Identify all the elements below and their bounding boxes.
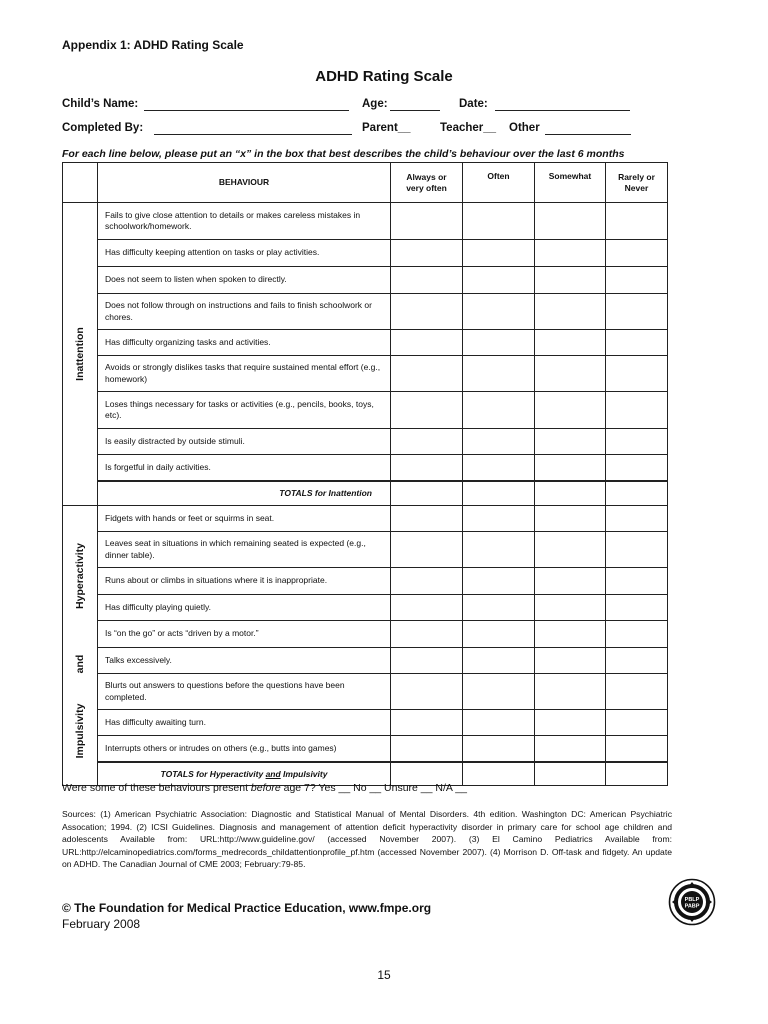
- table-row: [63, 240, 668, 267]
- often-checkbox[interactable]: [463, 621, 535, 648]
- age-field[interactable]: [390, 110, 440, 111]
- and-label: and: [74, 654, 86, 673]
- somewhat-checkbox[interactable]: [535, 294, 606, 330]
- behaviour-item: Has difficulty keeping attention on tasks or play activities.: [98, 240, 391, 267]
- rarely-checkbox[interactable]: [606, 674, 668, 710]
- page-number: 15: [377, 968, 391, 982]
- behaviour-item: Runs about or climbs in situations where it is inappropriate.: [98, 568, 391, 595]
- table-row: [63, 568, 668, 595]
- always-header: [391, 163, 463, 203]
- table-row: [63, 674, 668, 710]
- table-row: [63, 506, 668, 532]
- rarely-checkbox[interactable]: [606, 568, 668, 595]
- publication-date: February 2008: [62, 917, 141, 931]
- often-checkbox[interactable]: [463, 710, 535, 736]
- often-checkbox[interactable]: [463, 595, 535, 621]
- rarely-checkbox[interactable]: [606, 648, 668, 674]
- rarely-checkbox[interactable]: [606, 710, 668, 736]
- rarely-checkbox[interactable]: [606, 267, 668, 294]
- behaviour-item: Is easily distracted by outside stimuli.: [98, 429, 391, 455]
- always-checkbox[interactable]: [391, 568, 463, 595]
- rarely-checkbox[interactable]: [606, 294, 668, 330]
- date-label: Date:: [459, 98, 488, 110]
- always-checkbox[interactable]: [391, 392, 463, 429]
- rarely-checkbox[interactable]: [606, 532, 668, 568]
- behaviour-item: Does not seem to listen when spoken to directly.: [98, 267, 391, 294]
- often-total-cell[interactable]: [463, 762, 535, 786]
- table-row: [63, 429, 668, 455]
- rarely-checkbox[interactable]: [606, 356, 668, 392]
- behaviour-item: Blurts out answers to questions before the questions have been completed.: [98, 674, 391, 710]
- age-question-prefix: Were some of these behaviours present: [62, 782, 251, 794]
- rarely-checkbox[interactable]: [606, 330, 668, 356]
- often-checkbox[interactable]: [463, 674, 535, 710]
- often-checkbox[interactable]: [463, 356, 535, 392]
- always-checkbox[interactable]: [391, 203, 463, 240]
- table-row: [63, 648, 668, 674]
- totals-hyper-suffix: Impulsivity: [280, 768, 328, 779]
- often-checkbox[interactable]: [463, 736, 535, 762]
- somewhat-checkbox[interactable]: [535, 392, 606, 429]
- always-checkbox[interactable]: [391, 294, 463, 330]
- other-field[interactable]: [545, 134, 631, 135]
- somewhat-checkbox[interactable]: [535, 595, 606, 621]
- age-label: Age:: [362, 98, 388, 110]
- somewhat-checkbox[interactable]: [535, 710, 606, 736]
- rarely-checkbox[interactable]: [606, 240, 668, 267]
- always-checkbox[interactable]: [391, 506, 463, 532]
- somewhat-checkbox[interactable]: [535, 568, 606, 595]
- totals-hyper-and: and: [265, 768, 281, 779]
- always-checkbox[interactable]: [391, 710, 463, 736]
- rarely-checkbox[interactable]: [606, 595, 668, 621]
- table-header-row: [63, 163, 668, 203]
- somewhat-checkbox[interactable]: [535, 674, 606, 710]
- other-label: Other: [509, 122, 540, 134]
- often-total-cell[interactable]: [463, 481, 535, 506]
- header-blank-cell: [63, 163, 98, 203]
- logo-text-top: PBLP: [684, 897, 700, 903]
- behaviour-item: Fidgets with hands or feet or squirms in seat.: [98, 506, 391, 532]
- inattention-label: Inattention: [74, 327, 86, 381]
- totals-hyper-prefix: TOTALS for Hyperactivity: [160, 768, 266, 779]
- totals-row-inattention: [63, 481, 668, 506]
- somewhat-checkbox[interactable]: [535, 330, 606, 356]
- table-row: [63, 392, 668, 429]
- rating-table: [62, 162, 668, 786]
- always-checkbox[interactable]: [391, 356, 463, 392]
- rarely-header-line2: Never: [624, 182, 649, 193]
- somewhat-checkbox[interactable]: [535, 240, 606, 267]
- table-row: [63, 736, 668, 762]
- often-checkbox[interactable]: [463, 330, 535, 356]
- often-checkbox[interactable]: [463, 506, 535, 532]
- always-checkbox[interactable]: [391, 455, 463, 481]
- rarely-checkbox[interactable]: [606, 455, 668, 481]
- rarely-checkbox[interactable]: [606, 203, 668, 240]
- often-checkbox[interactable]: [463, 267, 535, 294]
- age-question: [62, 782, 467, 794]
- rarely-checkbox[interactable]: [606, 392, 668, 429]
- always-checkbox[interactable]: [391, 267, 463, 294]
- somewhat-checkbox[interactable]: [535, 267, 606, 294]
- always-checkbox[interactable]: [391, 648, 463, 674]
- behaviour-item: Fails to give close attention to details or makes careless mistakes in schoolwork/homework.: [98, 203, 391, 240]
- logo-text-bottom: PABP: [684, 903, 700, 910]
- always-checkbox[interactable]: [391, 240, 463, 267]
- page-title: ADHD Rating Scale: [315, 68, 453, 85]
- always-checkbox[interactable]: [391, 532, 463, 568]
- somewhat-total-cell[interactable]: [535, 762, 606, 786]
- often-checkbox[interactable]: [463, 240, 535, 267]
- sources-paragraph: Sources: (1) American Psychiatric Association: Diagnostic and Statistical Manual of Mental Disorders. 4th edition. Washington DC: American Psychiatric Assocation; 1994. (2) ICSI Guidelines. Diagnosis and management of attention deficit hyperactivity disorder in primary care for school age children and adolescents Available from: URL:http://www.guideline.gov/ (accessed November 2007). (3) El Camino Pediatrics Available from: URL:http://elcaminopediatrics.com/forms_medrecords_childattentionprofile_pf.htm (accessed November 2007). (4) Morrison D. Off-task and fidgety. An update on ADHD. The Canadian Journal of CME 2003; February:79-85.: [62, 809, 672, 870]
- hyperactivity-label: Hyperactivity: [74, 542, 86, 609]
- somewhat-checkbox[interactable]: [535, 648, 606, 674]
- somewhat-checkbox[interactable]: [535, 455, 606, 481]
- somewhat-checkbox[interactable]: [535, 356, 606, 392]
- pblp-logo-icon: [668, 878, 716, 926]
- completed-by-field[interactable]: [154, 134, 352, 135]
- somewhat-checkbox[interactable]: [535, 506, 606, 532]
- table-row: [63, 595, 668, 621]
- often-header: Often: [463, 163, 535, 203]
- parent-option[interactable]: Parent__: [362, 122, 411, 134]
- age-question-suffix: age 7? Yes __ No __ Unsure __ N/A __: [280, 782, 467, 794]
- often-checkbox[interactable]: [463, 532, 535, 568]
- behaviour-item: Avoids or strongly dislikes tasks that require sustained mental effort (e.g., homework): [98, 356, 391, 392]
- behaviour-item: Is “on the go” or acts “driven by a motor.”: [98, 621, 391, 648]
- rarely-total-cell[interactable]: [606, 762, 668, 786]
- rarely-total-cell[interactable]: [606, 481, 668, 506]
- somewhat-checkbox[interactable]: [535, 532, 606, 568]
- often-checkbox[interactable]: [463, 203, 535, 240]
- table-row: [63, 203, 668, 240]
- behaviour-item: Loses things necessary for tasks or activities (e.g., pencils, books, toys, etc).: [98, 392, 391, 429]
- always-header-line1: Always or: [406, 171, 447, 182]
- somewhat-checkbox[interactable]: [535, 429, 606, 455]
- often-checkbox[interactable]: [463, 455, 535, 481]
- behaviour-header: BEHAVIOUR: [98, 163, 391, 203]
- behaviour-item: Leaves seat in situations in which remaining seated is expected (e.g., dinner table).: [98, 532, 391, 568]
- table-row: [63, 267, 668, 294]
- rarely-checkbox[interactable]: [606, 506, 668, 532]
- always-header-line2: very often: [406, 182, 447, 193]
- often-checkbox[interactable]: [463, 568, 535, 595]
- always-checkbox[interactable]: [391, 429, 463, 455]
- table-row: [63, 330, 668, 356]
- age-question-before: before: [250, 782, 281, 794]
- table-row: [63, 710, 668, 736]
- always-checkbox[interactable]: [391, 621, 463, 648]
- rarely-header: [606, 163, 668, 203]
- table-row: [63, 294, 668, 330]
- behaviour-item: Does not follow through on instructions and fails to finish schoolwork or chores.: [98, 294, 391, 330]
- childs-name-label: Child’s Name:: [62, 98, 139, 110]
- often-checkbox[interactable]: [463, 429, 535, 455]
- somewhat-header: Somewhat: [535, 163, 606, 203]
- instructions: For each line below, please put an “x” in the box that best describes the child’s behaviour over the last 6 months: [62, 148, 625, 160]
- table-row: [63, 455, 668, 481]
- behaviour-item: Talks excessively.: [98, 648, 391, 674]
- always-checkbox[interactable]: [391, 674, 463, 710]
- somewhat-checkbox[interactable]: [535, 203, 606, 240]
- date-field[interactable]: [495, 110, 630, 111]
- somewhat-checkbox[interactable]: [535, 736, 606, 762]
- behaviour-item: Has difficulty awaiting turn.: [98, 710, 391, 736]
- table-row: [63, 621, 668, 648]
- often-checkbox[interactable]: [463, 392, 535, 429]
- completed-by-label: Completed By:: [62, 122, 144, 134]
- rarely-header-line1: Rarely or: [618, 171, 655, 182]
- childs-name-field[interactable]: [144, 110, 349, 111]
- table-row: [63, 532, 668, 568]
- copyright-line: © The Foundation for Medical Practice Education, www.fmpe.org: [62, 901, 432, 915]
- behaviour-item: Has difficulty playing quietly.: [98, 595, 391, 621]
- rarely-checkbox[interactable]: [606, 429, 668, 455]
- totals-inattention-label: TOTALS for Inattention: [98, 481, 391, 506]
- behaviour-item: Has difficulty organizing tasks and activities.: [98, 330, 391, 356]
- behaviour-item: Is forgetful in daily activities.: [98, 455, 391, 481]
- somewhat-checkbox[interactable]: [535, 621, 606, 648]
- often-checkbox[interactable]: [463, 648, 535, 674]
- teacher-option[interactable]: Teacher__: [440, 122, 497, 134]
- always-checkbox[interactable]: [391, 736, 463, 762]
- appendix-heading: Appendix 1: ADHD Rating Scale: [62, 38, 244, 52]
- often-checkbox[interactable]: [463, 294, 535, 330]
- impulsivity-label: Impulsivity: [74, 703, 86, 759]
- hyperactivity-group-cell: [63, 506, 98, 786]
- inattention-group-cell: [63, 203, 98, 506]
- rarely-checkbox[interactable]: [606, 621, 668, 648]
- somewhat-total-cell[interactable]: [535, 481, 606, 506]
- always-checkbox[interactable]: [391, 595, 463, 621]
- behaviour-item: Interrupts others or intrudes on others (e.g., butts into games): [98, 736, 391, 762]
- rarely-checkbox[interactable]: [606, 736, 668, 762]
- always-checkbox[interactable]: [391, 330, 463, 356]
- table-row: [63, 356, 668, 392]
- always-total-cell[interactable]: [391, 481, 463, 506]
